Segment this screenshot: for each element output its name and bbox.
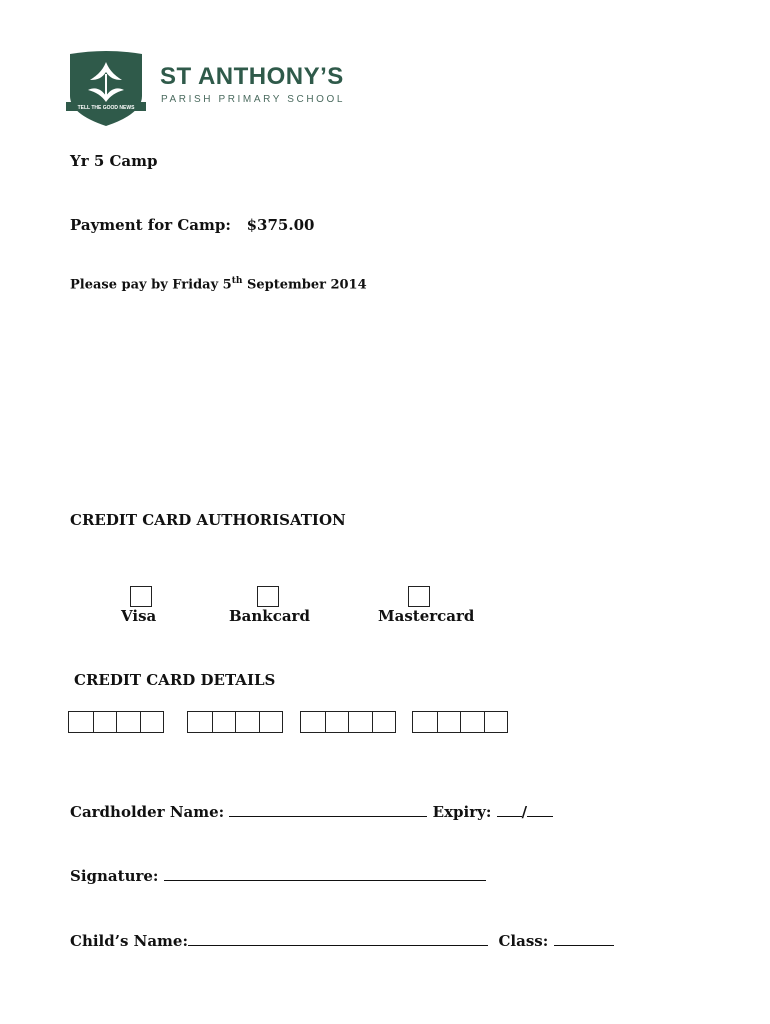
bankcard-checkbox[interactable] xyxy=(257,586,279,607)
bankcard-label: Bankcard xyxy=(229,607,310,625)
card-digit-box[interactable] xyxy=(460,712,484,732)
child-name-label: Child’s Name: xyxy=(70,932,189,950)
card-digit-box[interactable] xyxy=(484,712,508,732)
due-date-note xyxy=(70,276,367,292)
visa-checkbox[interactable] xyxy=(130,586,152,607)
card-number-group-3[interactable] xyxy=(300,711,396,733)
card-number-group-4[interactable] xyxy=(412,711,508,733)
child-row xyxy=(70,929,614,950)
expiry-year-field[interactable] xyxy=(527,800,553,817)
card-digit-box[interactable] xyxy=(116,712,140,732)
card-digit-box[interactable] xyxy=(212,712,236,732)
card-number-group-2[interactable] xyxy=(187,711,283,733)
class-label: Class: xyxy=(498,932,549,950)
school-motto: TELL THE GOOD NEWS xyxy=(77,105,135,111)
cardholder-label: Cardholder Name: xyxy=(70,803,225,821)
expiry-month-field[interactable] xyxy=(497,800,522,817)
payment-label: Payment for Camp: xyxy=(70,216,231,234)
mastercard-checkbox[interactable] xyxy=(408,586,430,607)
card-digit-box[interactable] xyxy=(301,712,325,732)
card-digit-box[interactable] xyxy=(413,712,437,732)
visa-label: Visa xyxy=(121,607,157,625)
payment-amount: $375.00 xyxy=(246,216,315,234)
child-name-field[interactable] xyxy=(188,929,488,946)
authorisation-heading: CREDIT CARD AUTHORISATION xyxy=(70,511,346,529)
card-digit-box[interactable] xyxy=(69,712,93,732)
card-digit-box[interactable] xyxy=(372,712,396,732)
card-number-group-1[interactable] xyxy=(68,711,164,733)
mastercard-label: Mastercard xyxy=(378,607,475,625)
card-digit-box[interactable] xyxy=(188,712,212,732)
card-digit-box[interactable] xyxy=(259,712,283,732)
expiry-label: Expiry: xyxy=(432,803,492,821)
due-prefix: Please pay by Friday 5 xyxy=(70,277,232,293)
school-name: ST ANTHONY’S xyxy=(160,63,344,90)
details-heading: CREDIT CARD DETAILS xyxy=(74,671,276,689)
card-digit-box[interactable] xyxy=(348,712,372,732)
cardholder-row xyxy=(70,800,553,821)
school-subtitle: PARISH PRIMARY SCHOOL xyxy=(161,94,346,105)
signature-field[interactable] xyxy=(164,864,486,881)
payment-line xyxy=(70,216,314,234)
card-digit-box[interactable] xyxy=(437,712,461,732)
card-digit-box[interactable] xyxy=(325,712,349,732)
card-digit-box[interactable] xyxy=(235,712,259,732)
signature-label: Signature: xyxy=(70,867,159,885)
signature-row xyxy=(70,864,486,885)
due-rest: September 2014 xyxy=(242,277,367,293)
cardholder-name-field[interactable] xyxy=(229,800,427,817)
class-field[interactable] xyxy=(554,929,614,946)
due-ordinal: th xyxy=(231,276,243,286)
card-digit-box[interactable] xyxy=(140,712,164,732)
camp-title: Yr 5 Camp xyxy=(70,152,158,170)
card-digit-box[interactable] xyxy=(93,712,117,732)
expiry-separator: / xyxy=(521,803,528,821)
school-crest-logo xyxy=(66,50,146,128)
